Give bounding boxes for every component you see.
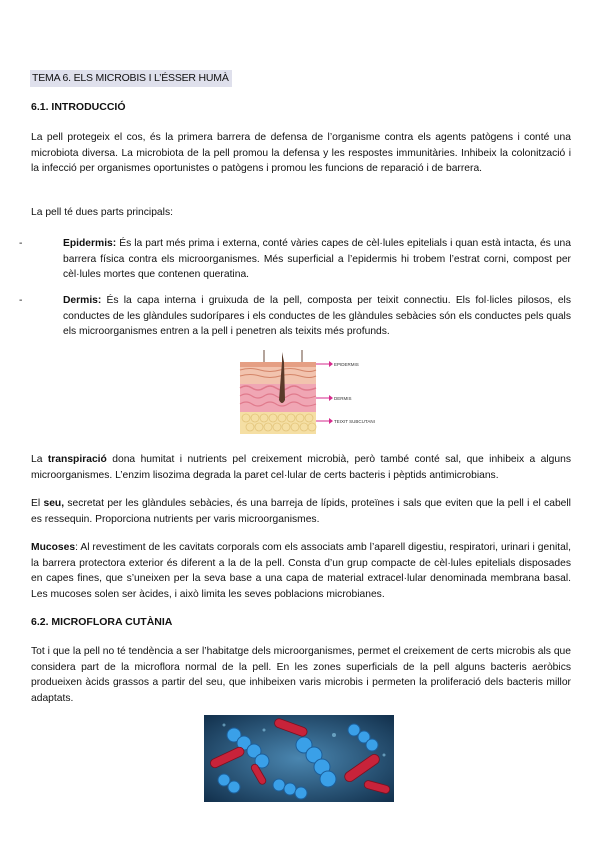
term-mucoses: Mucoses bbox=[31, 542, 76, 553]
term-epidermis: Epidermis: bbox=[63, 238, 117, 249]
text-transpiracio: dona humitat i nutrients pel creixement microbià, però també conté sal, que inhibeix a alguns microorganismes. L’enzim lisozima degrada la paret cel·lular de certs bacteris i pèptids antimicrobians. bbox=[31, 454, 571, 481]
text-pre: La bbox=[31, 454, 48, 465]
paragraph-intro: La pell protegeix el cos, és la primera barrera de defensa de l’organisme contra els agents patògens i conté una microbiota diversa. La microbiota de la pell promou la defensa y les respostes immunitàries. Inhibeix la colonització i la infecció per organismes oportunistes o patògens i promou les funcions de reparació i de barrera. bbox=[31, 132, 571, 174]
list-item-dermis bbox=[63, 293, 571, 340]
paragraph-microflora: Tot i que la pell no té tendència a ser l’habitatge dels microorganismes, permet el creixement de certs microbis als que considera part de la microflora normal de la pell. En les zones superficials de la pell alguns bacteris aeròbics produeixen àcids grassos a partir del seu, que inhibeixen varis microbis i permeten la proliferació dels bacteris millor adaptats. bbox=[31, 646, 571, 704]
paragraph-seu bbox=[31, 496, 571, 527]
section-heading-introduccio: 6.1. INTRODUCCIÓ bbox=[31, 101, 126, 113]
label-subcutani: TEIXIT SUBCUTANI bbox=[334, 419, 375, 424]
text-dermis: És la capa interna i gruixuda de la pell, composta per teixit connectiu. Els fol·licles pilosos, els conductes de les glàndules sudorípares i els conductes de les glàndules sebàcies són els conductes pels quals els microorganismes entren a la pell i penetren als teixits més profunds. bbox=[63, 295, 571, 337]
text-pre: El bbox=[31, 498, 44, 509]
text-seu: secretat per les glàndules sebàcies, és una barreja de lípids, proteïnes i sals que eviten que la pell i el cabell es ressequin. Proporciona nutrients per varis microorganismes. bbox=[31, 498, 571, 525]
section-heading-microflora: 6.2. MICROFLORA CUTÀNIA bbox=[31, 616, 173, 628]
term-seu: seu, bbox=[43, 498, 65, 509]
label-dermis: DERMIS bbox=[334, 396, 352, 401]
paragraph-parts-intro: La pell té dues parts principals: bbox=[31, 207, 173, 218]
list-item-epidermis bbox=[63, 236, 571, 283]
paragraph-transpiracio bbox=[31, 452, 571, 483]
bacteria-illustration bbox=[204, 715, 394, 802]
list-bullet: - bbox=[19, 238, 23, 249]
document-title: TEMA 6. ELS MICROBIS I L’ÉSSER HUMÀ bbox=[30, 70, 232, 87]
text-epidermis: És la part més prima i externa, conté vàries capes de cèl·lules epitelials i quan està intacta, és una barrera física contra els microorganismes. Més superficial a l’epidermis hi trobem l’estrat corni, compost per cèl·lules mortes que contenen queratina. bbox=[63, 238, 571, 280]
term-transpiracio: transpiració bbox=[47, 454, 107, 465]
paragraph-mucoses bbox=[31, 540, 571, 602]
term-dermis: Dermis: bbox=[63, 295, 102, 306]
label-epidermis: EPIDERMIS bbox=[334, 362, 359, 367]
text-mucoses: : Al revestiment de les cavitats corporals com els associats amb l’aparell digestiu, respiratori, urinari i genital, la barrera protectora exterior és diferent a la de la pell. Consta d’un grup compacte de cèl·lules epitelials disposades en capes fines, que s’uneixen per la seva base a una capa de material extracel·lular denominada membrana basal. Les mucoses solen ser àcides, i això limita les seves poblacions microbianes. bbox=[31, 542, 571, 600]
skin-layers-diagram bbox=[236, 348, 375, 438]
list-bullet: - bbox=[19, 295, 23, 306]
